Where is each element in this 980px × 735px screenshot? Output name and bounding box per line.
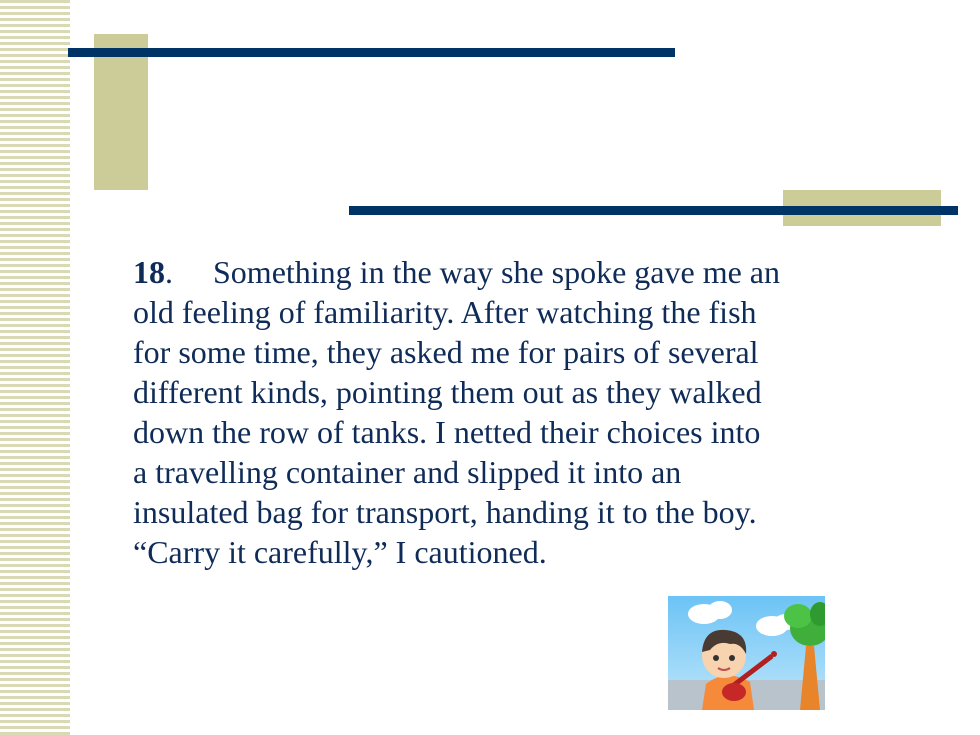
text-line-5: down the row of tanks. I netted their choices into <box>133 414 761 450</box>
text-line-4: different kinds, pointing them out as they walked <box>133 374 762 410</box>
text-line-1-content: Something in the way she spoke gave me an <box>173 254 780 290</box>
slide-body-text <box>133 252 933 572</box>
khaki-block-left <box>94 34 148 190</box>
decorative-stripe-strip <box>0 0 70 735</box>
boy-with-guitar-illustration-icon <box>668 596 825 710</box>
text-line-2: old feeling of familiarity. After watching the fish <box>133 294 757 330</box>
item-number-suffix: . <box>165 254 173 290</box>
top-navy-bar <box>68 48 675 57</box>
text-line-3: for some time, they asked me for pairs of several <box>133 334 759 370</box>
text-line-1 <box>133 252 933 292</box>
middle-navy-bar <box>349 206 958 215</box>
text-line-7: insulated bag for transport, handing it to the boy. <box>133 494 757 530</box>
text-line-6: a travelling container and slipped it into an <box>133 454 682 490</box>
item-number: 18 <box>133 254 165 290</box>
text-line-8: “Carry it carefully,” I cautioned. <box>133 534 547 570</box>
